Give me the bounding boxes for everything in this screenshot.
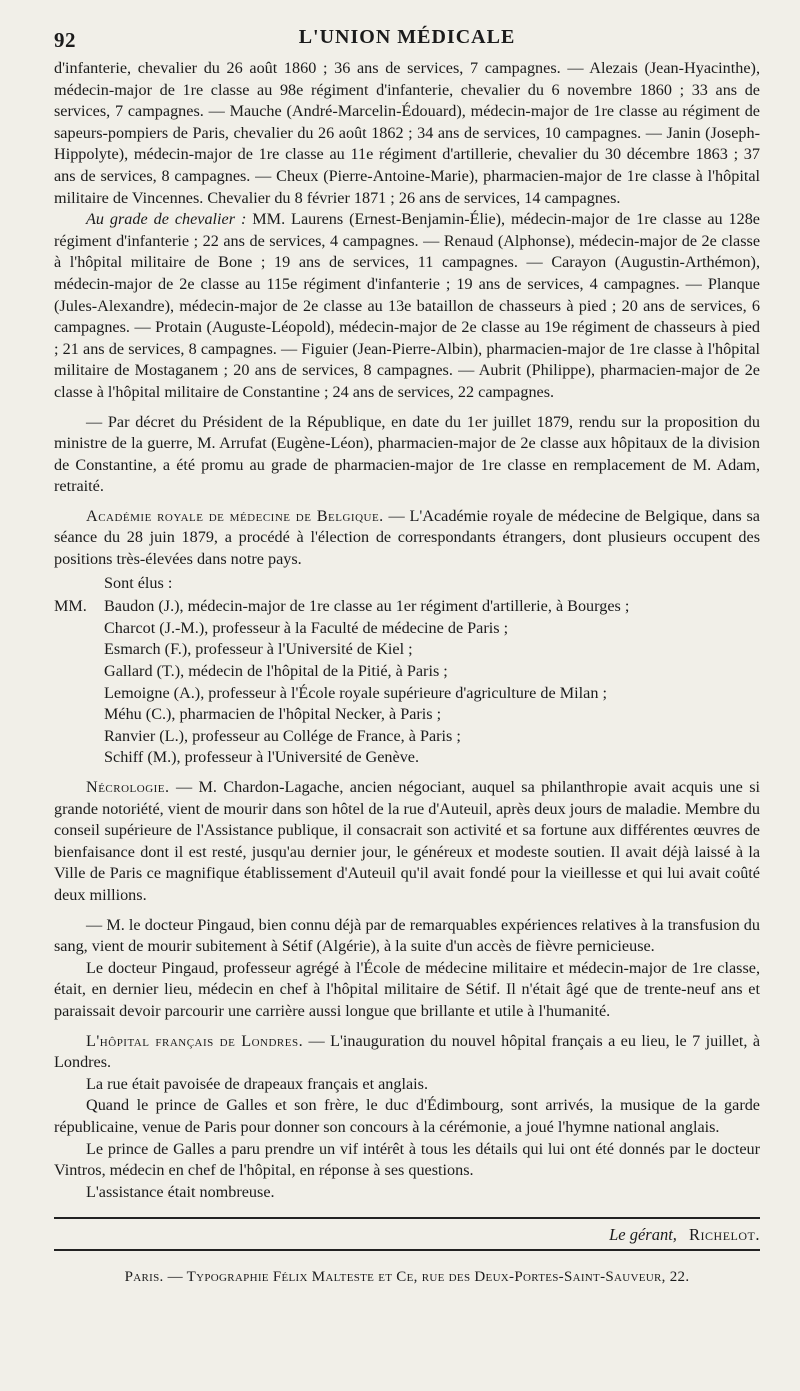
necrologie-heading: Nécrologie. [86,778,170,796]
divider [54,1217,760,1219]
page-number: 92 [54,28,76,52]
paragraph-prince: Quand le prince de Galles et son frère, le duc d'Édimbourg, sont arrivés, la musique de la garde républicaine, venue de Paris pour donner son concours à la cérémonie, a joué l'hymne national anglais. [54,1096,760,1136]
hopital-heading: L'hôpital français de Londres. [86,1031,304,1050]
academie-heading: Académie royale de médecine de Belgique. [86,506,384,525]
paragraph-promotions-continued: d'infanterie, chevalier du 26 août 1860 ; 36 ans de services, 7 campagnes. — Alezais (Jean-Hyacinthe), médecin-major de 1re classe au 98e régiment d'infanterie, chevalier du 6 novembre 1860 ; 33 ans de services, 7 campagnes. — Mauche (André-Marcelin-Édouard), médecin-major de 1re classe au régiment de sapeurs-pompiers de Paris, chevalier du 26 août 1862 ; 34 ans de services, 10 campagnes. — Janin (Joseph-Hippolyte), médecin-major de 1re classe au 11e régiment d'artillerie, chevalier du 30 décembre 1863 ; 37 ans de services, 8 campagnes. — Cheux (Pierre-Antoine-Marie), pharmacien-major de 1re classe à l'hôpital militaire de Vincennes. Chevalier du 8 février 1871 ; 26 ans de services, 14 campagnes. [54,59,760,207]
signature [54,1225,760,1245]
paragraph-decree: — Par décret du Président de la République, en date du 1er juillet 1879, rendu sur la proposition du ministre de la guerre, M. Arrufat (Eugène-Léon), pharmacien-major de 2e classe aux hôpitaux de la division de Constantine, a été promu au grade de pharmacien-major de 1re classe en remplacement de M. Adam, retraité. [54,412,760,496]
elected-list [54,596,760,769]
printer-line: Paris. — Typographie Félix Malteste et Ce, rue des Deux-Portes-Saint-Sauveur, 22. [124,1269,690,1286]
paragraph-academie [54,506,760,571]
paragraph-necrologie [54,777,760,907]
list-item: Ranvier (L.), professeur au Collége de France, à Paris ; [104,726,461,745]
paragraph-pingaud: — M. le docteur Pingaud, bien connu déjà par de remarquables expériences relatives à la transfusion du sang, vient de mourir subitement à Sétif (Algérie), à la suite d'un accès de fièvre pernicieuse. [54,915,760,956]
list-item: Méhu (C.), pharmacien de l'hôpital Necker, à Paris ; [104,705,442,724]
article-body [54,58,760,1203]
list-item [54,596,760,618]
hopital-text: — L'inauguration du nouvel hôpital français a eu lieu, le 7 juillet, à Londres. [54,1031,761,1072]
list-item: Schiff (M.), professeur à l'Université de Genève. [104,748,420,767]
running-title: L'UNION MÉDICALE [298,26,516,48]
chevalier-heading: Au grade de chevalier : [86,210,247,229]
divider [54,1249,760,1251]
paragraph-hopital [54,1031,760,1074]
elected-label: Sont élus : [104,573,173,592]
chevalier-text: MM. Laurens (Ernest-Benjamin-Élie), médecin-major de 1re classe au 128e régiment d'infanterie ; 22 ans de services, 4 campagnes. — Renaud (Alphonse), médecin-major de 2e classe à l'hôpital militaire de Bone ; 19 ans de services, 11 campagnes. — Carayon (Augustin-Arthémon), médecin-major de 2e classe au 115e régiment d'infanterie ; 19 ans de services, 4 campagnes. — Planque (Jules-Alexandre), médecin-major de 2e classe au 13e bataillon de chasseurs à pied ; 20 ans de services, 6 campagnes. — Protain (Auguste-Léopold), médecin-major de 2e classe au 19e régiment de chasseurs à pied ; 21 ans de services, 8 campagnes. — Figuier (Jean-Pierre-Albin), pharmacien-major de 1re classe à l'hôpital militaire de Mostaganem ; 20 ans de services, 8 campagnes. — Aubrit (Philippe), pharmacien-major de 2e classe à l'hôpital militaire de Constantine ; 24 ans de services, 22 campagnes. [54,210,760,401]
list-item: Esmarch (F.), professeur à l'Université de Kiel ; [104,640,413,659]
paragraph-assistance: L'assistance était nombreuse. [86,1182,275,1201]
list-lead: MM. [54,597,87,616]
paragraph-chevaliers [54,209,760,403]
list-item-text: Baudon (J.), médecin-major de 1re classe au 1er régiment d'artillerie, à Bourges ; [104,597,630,616]
academie-text: — L'Académie royale de médecine de Belgique, dans sa séance du 28 juin 1879, a procédé à l'élection de correspondants étrangers, dont plusieurs occupent des positions très-élevées dans notre pays. [54,506,760,569]
signature-name: Richelot. [689,1225,760,1245]
list-item: Lemoigne (A.), professeur à l'École royale supérieure d'agriculture de Milan ; [104,683,607,702]
list-item: Gallard (T.), médecin de l'hôpital de la Pitié, à Paris ; [104,662,448,681]
paragraph-rue: La rue était pavoisée de drapeaux français et anglais. [86,1074,429,1093]
paragraph-details: Le prince de Galles a paru prendre un vif intérêt à tous les détails qui lui ont été donnés par le docteur Vintros, médecin en chef de l'hôpital, en réponse à ses questions. [54,1139,760,1180]
necrologie-text: — M. Chardon-Lagache, ancien négociant, auquel sa philanthropie avait acquis une si grande notoriété, vient de mourir dans son hôtel de la rue d'Auteuil, après deux jours de maladie. Membre du conseil supérieure de l'Assistance publique, il consacrait son activité et sa fortune aux différentes œuvres de bienfaisance dont il est resté, jusqu'au dernier jour, le généreux et modeste soutien. Il avait déjà laissé à la Ville de Paris ce magnifique établissement d'Auteuil qu'il avait fondé pour la vieillesse et qui lui avait coûté deux millions. [54,778,760,904]
paragraph-pingaud-bio: Le docteur Pingaud, professeur agrégé à l'École de médecine militaire et médecin-major de 1re classe, était, en dernier lieu, médecin en chef à l'hôpital militaire de Sétif. Il n'était âgé que de trente-neuf ans et paraissait devoir parcourir une carrière aussi longue que brillante et utile à l'humanité. [54,958,760,1020]
list-item: Charcot (J.-M.), professeur à la Faculté de médecine de Paris ; [104,618,509,637]
page-header [54,18,760,58]
signature-label: Le gérant, [609,1225,677,1245]
